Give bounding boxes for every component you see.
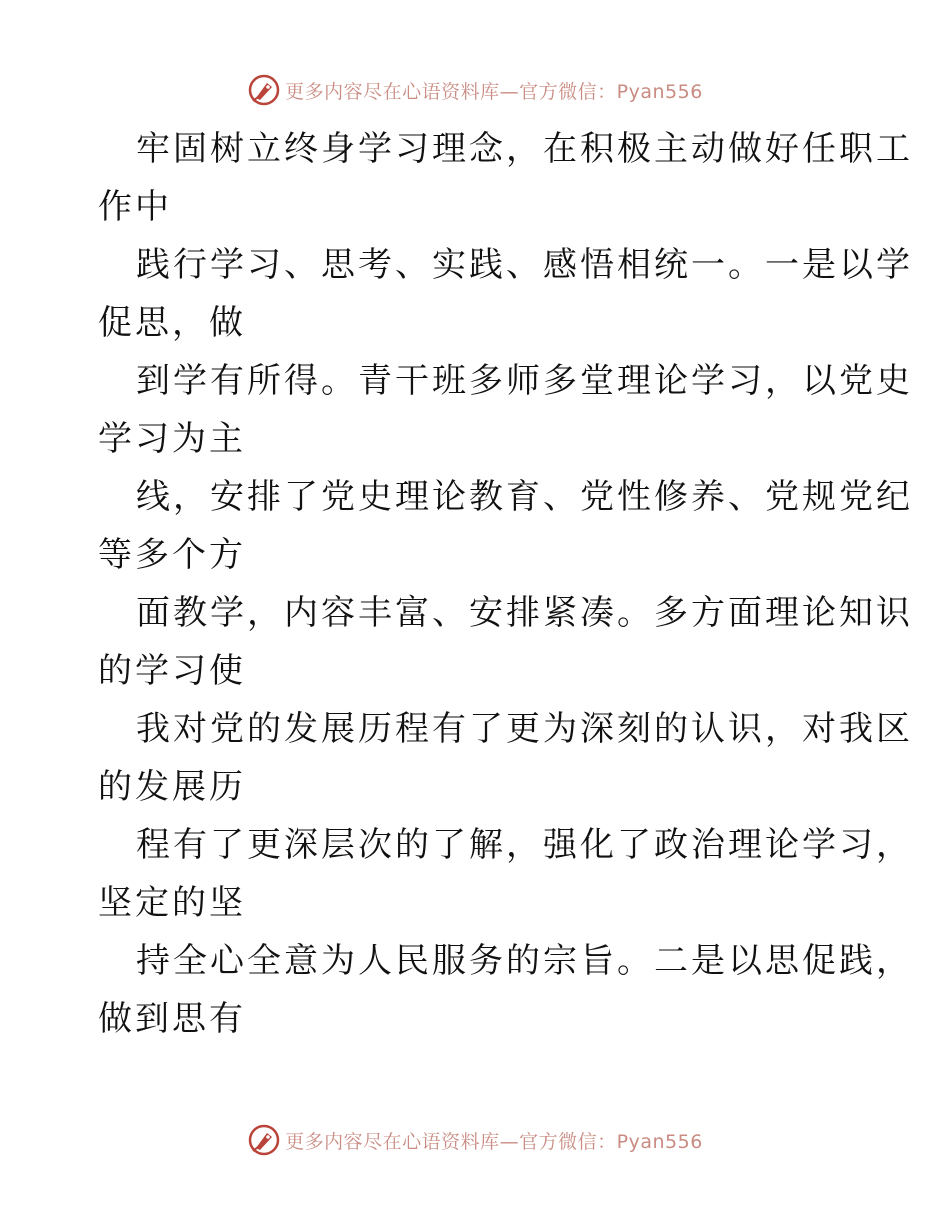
text-line: 牢固树立终身学习理念，在积极主动做好任职工	[136, 129, 913, 169]
watermark-text: 更多内容尽在心语资料库—官方微信：Pyan556	[285, 1130, 703, 1153]
text-line: 线，安排了党史理论教育、党性修养、党规党纪	[136, 477, 913, 517]
document-body	[98, 120, 913, 1048]
header-watermark	[0, 70, 950, 110]
text-line: 做到思有	[98, 999, 246, 1039]
text-line: 坚定的坚	[98, 883, 246, 923]
text-line: 践行学习、思考、实践、感悟相统一。一是以学	[136, 245, 913, 285]
text-line: 的发展历	[98, 767, 246, 807]
text-line: 程有了更深层次的了解，强化了政治理论学习，	[136, 825, 913, 865]
text-line: 持全心全意为人民服务的宗旨。二是以思促践，	[136, 941, 913, 981]
text-line: 等多个方	[98, 535, 246, 575]
text-line: 学习为主	[98, 419, 246, 459]
text-line: 到学有所得。青干班多师多堂理论学习，以党史	[136, 361, 913, 401]
text-line: 的学习使	[98, 651, 246, 691]
watermark-text: 更多内容尽在心语资料库—官方微信：Pyan556	[285, 80, 703, 103]
text-line: 作中	[98, 187, 172, 227]
text-line: 促思，做	[98, 303, 246, 343]
pen-nib-logo-icon	[247, 1123, 281, 1157]
footer-watermark	[0, 1120, 950, 1160]
text-line: 我对党的发展历程有了更为深刻的认识，对我区	[136, 709, 913, 749]
text-line: 面教学，内容丰富、安排紧凑。多方面理论知识	[136, 593, 913, 633]
pen-nib-logo-icon	[247, 73, 281, 107]
